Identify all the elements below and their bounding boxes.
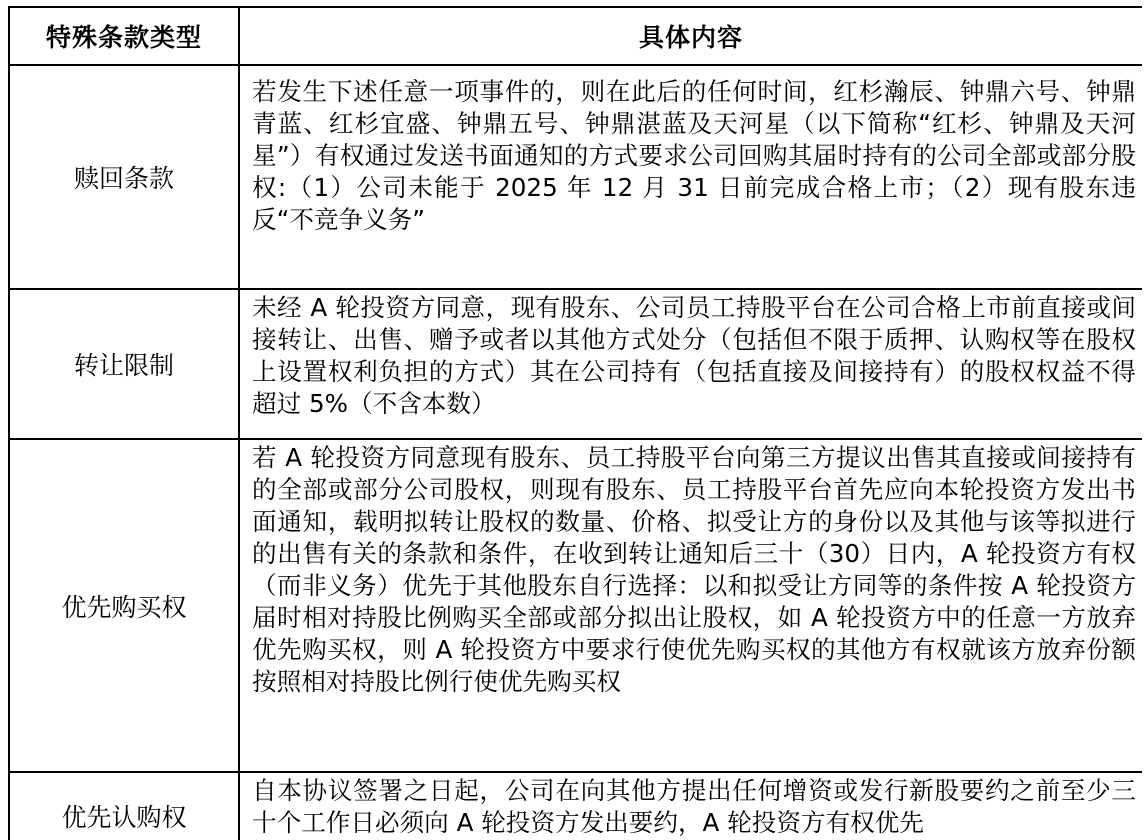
- table-row-right-of-first-refusal: [9, 439, 1142, 772]
- clause-type-cell: 赎回条款: [9, 65, 239, 289]
- table-row-redemption-clause: [9, 65, 1142, 289]
- clause-type-cell: 优先购买权: [9, 439, 239, 772]
- clause-content-cell: 自本协议签署之日起，公司在向其他方提出任何增资或发行新股要约之前至少三十个工作日必须向 A 轮投资方发出要约，A 轮投资方有权优先: [239, 772, 1142, 840]
- clause-content-cell: 未经 A 轮投资方同意，现有股东、公司员工持股平台在公司合格上市前直接或间接转让、出售、赠予或者以其他方式处分（包括但不限于质押、认购权等在股权上设置权利负担的方式）其在公司持有（包括直接及间接持有）的股权权益不得超过 5%（不含本数）: [239, 289, 1142, 439]
- clause-type-cell: 转让限制: [9, 289, 239, 439]
- special-clauses-table: [8, 6, 1142, 840]
- clause-content-cell: 若 A 轮投资方同意现有股东、员工持股平台向第三方提议出售其直接或间接持有的全部或部分公司股权，则现有股东、员工持股平台首先应向本轮投资方发出书面通知，载明拟转让股权的数量、价格、拟受让方的身份以及其他与该等拟进行的出售有关的条款和条件，在收到转让通知后三十（30）日内，A 轮投资方有权（而非义务）优先于其他股东自行选择：以和拟受让方同等的条件按 A 轮投资方届时相对持股比例购买全部或部分拟出让股权，如 A 轮投资方中的任意一方放弃优先购买权，则 A 轮投资方中要求行使优先购买权的其他方有权就该方放弃份额按照相对持股比例行使优先购买权: [239, 439, 1142, 772]
- header-specific-content: 具体内容: [239, 7, 1142, 65]
- table-header-row: [9, 7, 1142, 65]
- clause-table-container: [8, 6, 1142, 840]
- clause-content-cell: 若发生下述任意一项事件的，则在此后的任何时间，红杉瀚辰、钟鼎六号、钟鼎青蓝、红杉宜盛、钟鼎五号、钟鼎湛蓝及天河星（以下简称“红杉、钟鼎及天河星”）有权通过发送书面通知的方式要求公司回购其届时持有的公司全部或部分股权:（1）公司未能于 2025 年 12 月 31 日前完成合格上市；（2）现有股东违反“不竞争义务”: [239, 65, 1142, 289]
- table-row-transfer-restriction: [9, 289, 1142, 439]
- clause-type-cell: 优先认购权: [9, 772, 239, 840]
- header-clause-type: 特殊条款类型: [9, 7, 239, 65]
- table-row-preemptive-subscription: [9, 772, 1142, 840]
